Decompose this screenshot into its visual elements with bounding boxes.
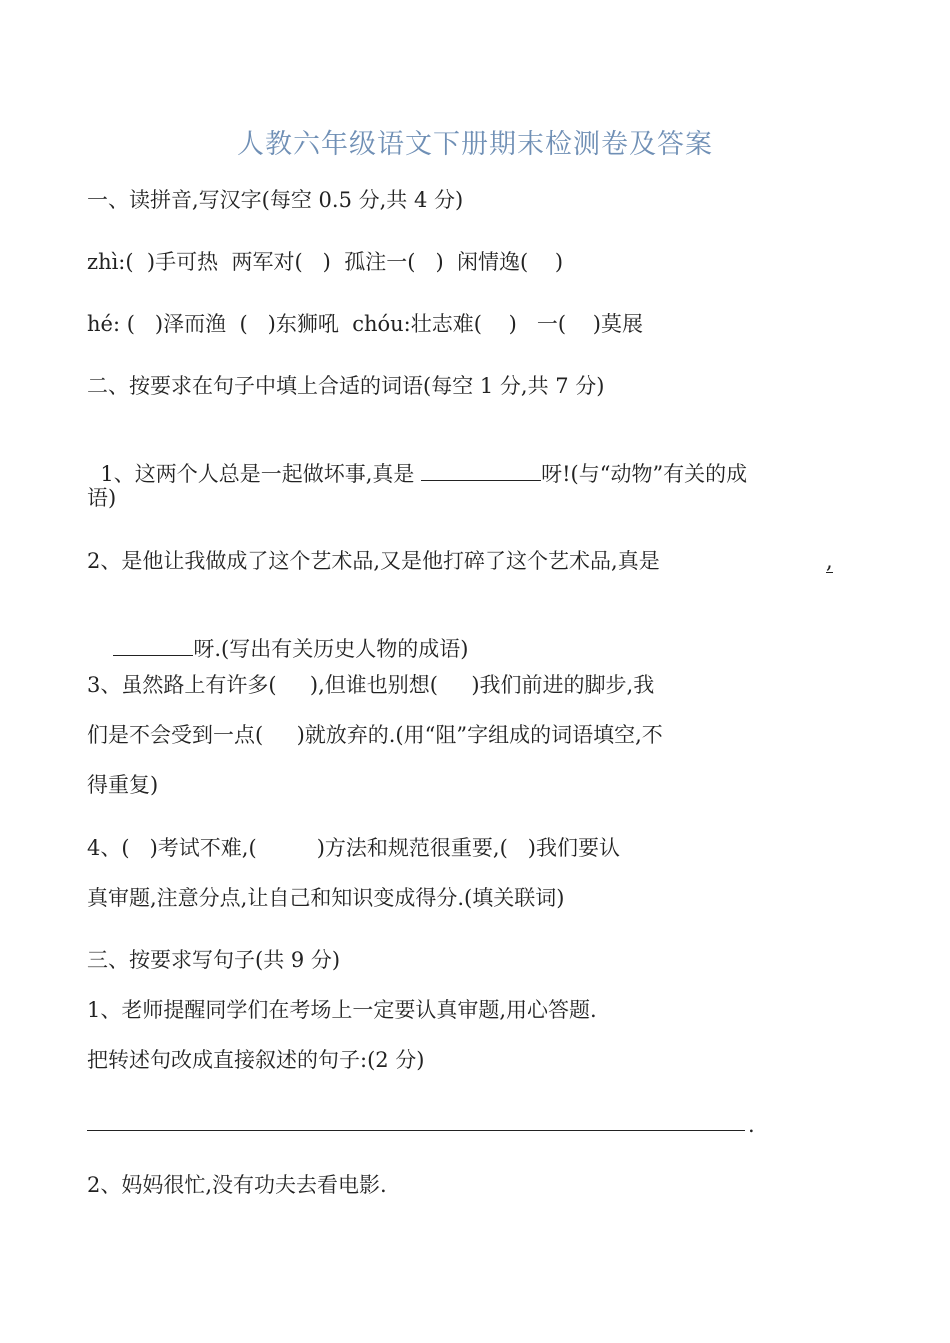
answer-blank-comma[interactable]: , <box>826 549 833 573</box>
page-title: 人教六年级语文下册期末检测卷及答案 <box>237 129 713 160</box>
answer-blank[interactable] <box>113 634 193 656</box>
question-2-3-cont: 们是不会受到一点( )就放弃的.(用“阻”字组成的词语填空,不 <box>87 723 663 747</box>
answer-blank[interactable] <box>421 459 541 481</box>
question-text: 呀!(与“动物”有关的成 <box>541 462 748 486</box>
question-text: 1、这两个人总是一起做坏事,真是 <box>100 462 422 486</box>
answer-line[interactable] <box>87 1130 745 1131</box>
question-2-4: 4、( )考试不难,( )方法和规范很重要,( )我们要认 <box>87 836 620 860</box>
question-text: 呀.(写出有关历史人物的成语) <box>193 637 469 661</box>
question-2-3: 3、虽然路上有许多( ),但谁也别想( )我们前进的脚步,我 <box>87 673 655 697</box>
question-2-1-cont: 语) <box>87 486 117 510</box>
question-3-2: 2、妈妈很忙,没有功夫去看电影. <box>87 1173 387 1197</box>
pinyin-line-zhi: zhì:( )手可热 两军对( ) 孤注一( ) 闲情逸( ) <box>87 250 564 274</box>
answer-line-period: . <box>748 1113 755 1137</box>
question-2-2: 2、是他让我做成了这个艺术品,又是他打碎了这个艺术品,真是 <box>87 549 660 573</box>
question-2-2-cont <box>100 613 468 660</box>
question-3-1-instruction: 把转述句改成直接叙述的句子:(2 分) <box>87 1048 425 1072</box>
section-3-heading: 三、按要求写句子(共 9 分) <box>87 948 341 972</box>
section-2-heading: 二、按要求在句子中填上合适的词语(每空 1 分,共 7 分) <box>87 374 605 398</box>
pinyin-line-he-chou: hé: ( )泽而渔 ( )东狮吼 chóu:壮志难( ) 一( )莫展 <box>87 312 643 336</box>
question-3-1: 1、老师提醒同学们在考场上一定要认真审题,用心答题. <box>87 998 597 1022</box>
section-1-heading: 一、读拼音,写汉字(每空 0.5 分,共 4 分) <box>87 188 464 212</box>
question-2-3-cont2: 得重复) <box>87 773 159 797</box>
question-2-1 <box>87 438 747 485</box>
question-2-4-cont: 真审题,注意分点,让自己和知识变成得分.(填关联词) <box>87 886 565 910</box>
